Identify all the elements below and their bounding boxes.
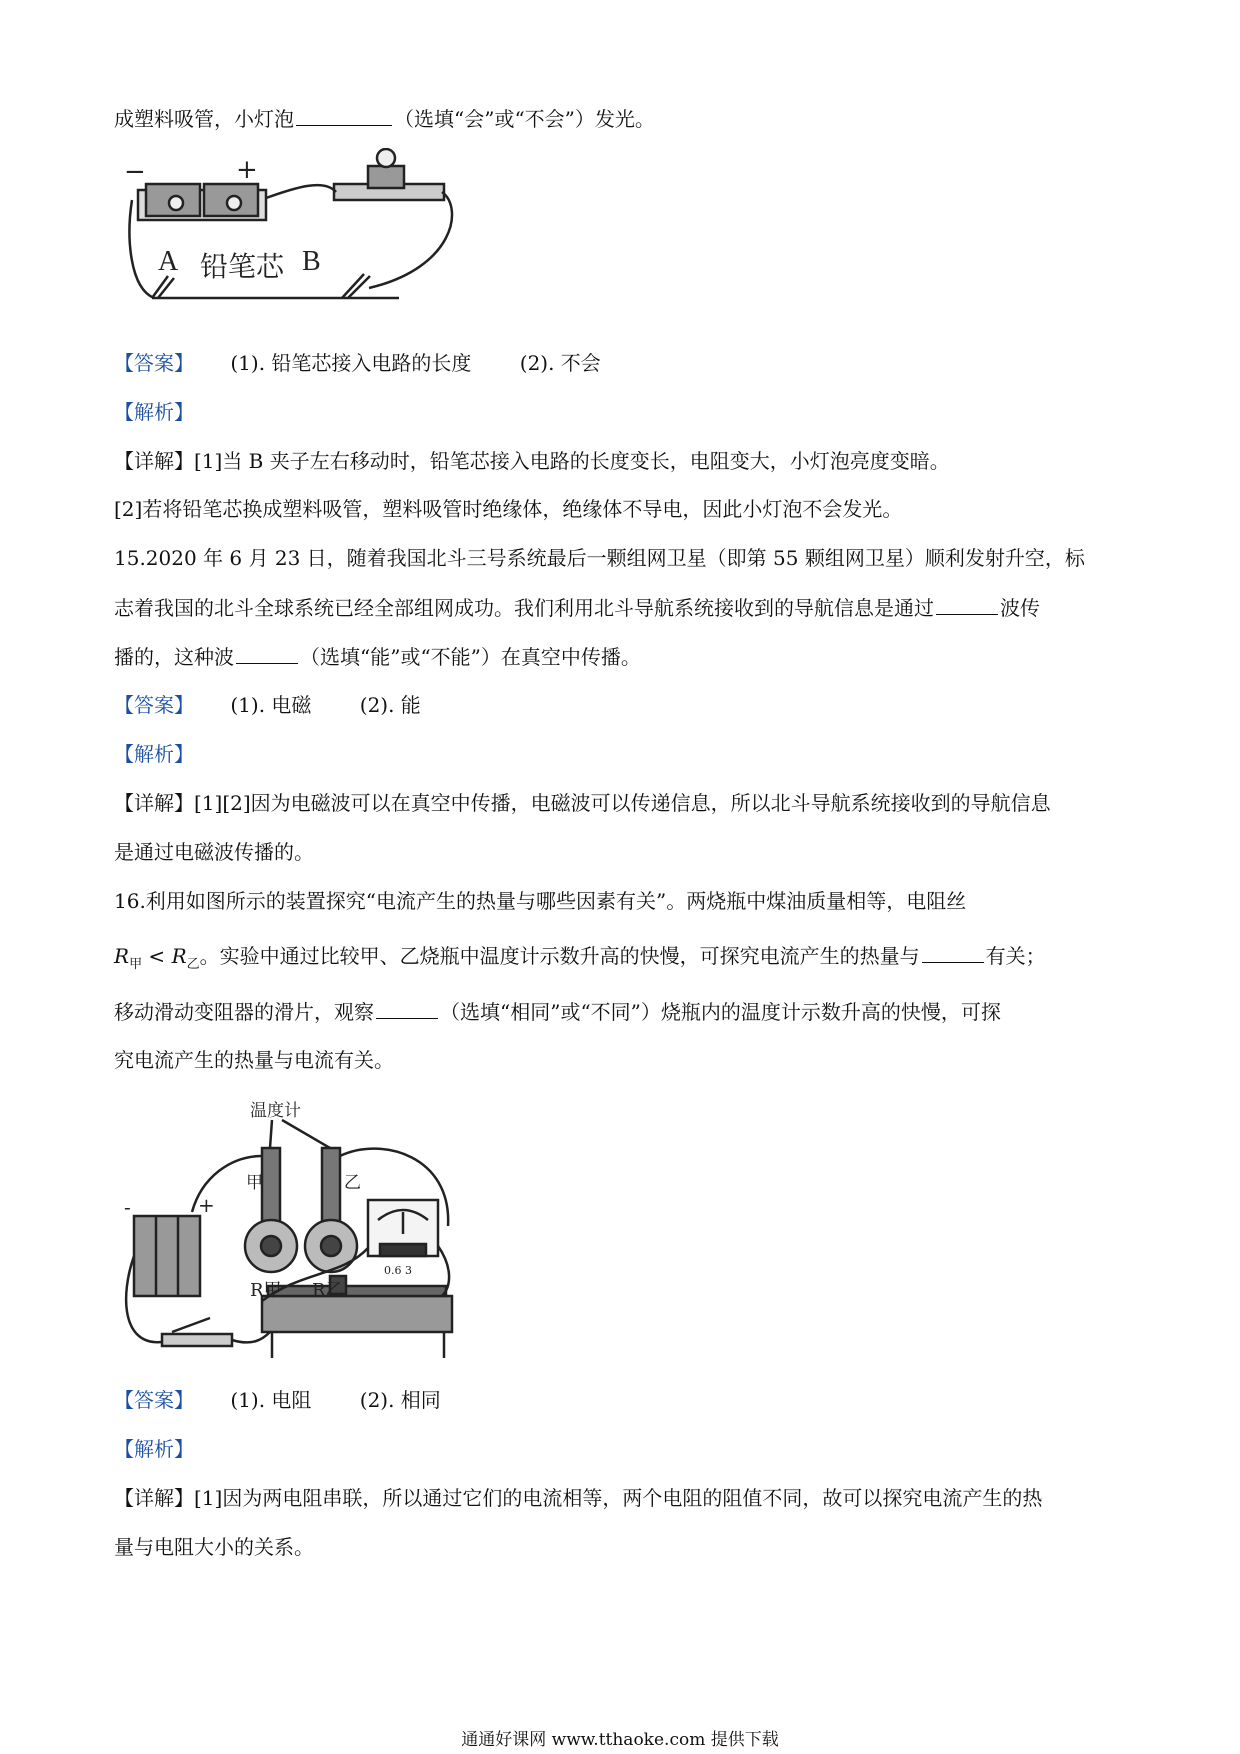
q16-less-than: <	[142, 944, 172, 968]
q14-answer-1: (1). 铅笔芯接入电路的长度	[230, 351, 472, 375]
battery-plus-label: +	[236, 155, 258, 185]
q14-text-before-blank: 成塑料吸管，小灯泡	[114, 107, 294, 131]
q15-blank-2	[236, 641, 298, 664]
q15-blank-1	[936, 592, 998, 615]
q16-analysis-heading	[114, 1434, 194, 1464]
clip-b-label: B	[302, 246, 321, 277]
q14-circuit-figure	[124, 148, 488, 324]
q16-circuit-figure	[122, 1096, 466, 1366]
q16-answer	[114, 1385, 441, 1415]
q14-answer-blank	[296, 103, 392, 126]
q16-line-3-after: （选填“相同”或“不同”）烧瓶内的温度计示数升高的快慢，可探	[440, 1000, 1001, 1024]
q15-line-3-after: （选填“能”或“不能”）在真空中传播。	[300, 645, 641, 669]
q14-question-tail	[114, 103, 655, 134]
analysis-tag: 【解析】	[114, 400, 194, 424]
ammeter-scale-label: 0.6 3	[384, 1264, 412, 1277]
q14-detail-line-2: [2]若将铅笔芯换成塑料吸管，塑料吸管时绝缘体，绝缘体不导电，因此小灯泡不会发光。	[114, 497, 903, 521]
flask-yi-label: 乙	[344, 1173, 361, 1193]
q16-blank-1	[922, 940, 984, 963]
r-yi-label: R乙	[312, 1280, 344, 1301]
q14-detail-line-1	[114, 446, 950, 476]
q15-question-line-2	[114, 592, 1040, 623]
q15-answer	[114, 690, 421, 720]
thermometer-label: 温度计	[250, 1101, 301, 1121]
q15-line-2-before: 志着我国的北斗全球系统已经全部组网成功。我们利用北斗导航系统接收到的导航信息是通过	[114, 596, 934, 620]
page-footer: 通通好课网 www.tthaoke.com 提供下载	[461, 1730, 779, 1750]
q16-question-line-2	[114, 940, 1046, 980]
q16-line-3-before: 移动滑动变阻器的滑片，观察	[114, 1000, 374, 1024]
battery-minus-label: −	[124, 157, 146, 187]
q16-blank-2	[376, 996, 438, 1019]
clip-a-label: A	[158, 246, 179, 277]
q14-answer	[114, 348, 601, 378]
q16-line-2-before: 。实验中通过比较甲、乙烧瓶中温度计示数升高的快慢，可探究电流产生的热量与	[199, 944, 920, 968]
q16-detail-line-1	[114, 1483, 1042, 1513]
pencil-lead-label: 铅笔芯	[200, 250, 285, 283]
analysis-tag: 【解析】	[114, 1437, 194, 1461]
q15-detail-1: [1][2]因为电磁波可以在真空中传播，电磁波可以传递信息，所以北斗导航系统接收到的导航信息	[194, 791, 1051, 815]
detail-tag: 【详解】	[114, 1486, 194, 1510]
q14-detail-1: [1]当 B 夹子左右移动时，铅笔芯接入电路的长度变长，电阻变大，小灯泡亮度变暗。	[194, 449, 950, 473]
q15-question-line-3	[114, 641, 641, 672]
detail-tag: 【详解】	[114, 449, 194, 473]
battery-plus-label: +	[198, 1193, 215, 1217]
q15-line-2-after: 波传	[1000, 596, 1040, 620]
q16-detail-1: [1]因为两电阻串联，所以通过它们的电流相等，两个电阻的阻值不同，故可以探究电流产生的热	[194, 1486, 1043, 1510]
q16-answer-2: (2). 相同	[359, 1388, 441, 1412]
q15-question-line-1: 15.2020 年 6 月 23 日，随着我国北斗三号系统最后一颗组网卫星（即第 55 颗组网卫星）顺利发射升空，标	[114, 546, 1085, 570]
q16-r-symbol-2: R	[171, 944, 187, 968]
battery-minus-label: -	[124, 1195, 131, 1219]
q15-line-3-before: 播的，这种波	[114, 645, 234, 669]
q16-r-symbol: R	[114, 944, 130, 968]
detail-tag: 【详解】	[114, 791, 194, 815]
r-jia-label: R甲	[250, 1280, 282, 1301]
q16-sub-jia: 甲	[129, 957, 143, 972]
q16-answer-1: (1). 电阻	[230, 1388, 312, 1412]
answer-tag: 【答案】	[114, 693, 194, 717]
analysis-tag: 【解析】	[114, 742, 194, 766]
answer-tag: 【答案】	[114, 1388, 194, 1412]
q16-line-2-after: 有关；	[985, 944, 1046, 968]
q16-question-line-4: 究电流产生的热量与电流有关。	[114, 1048, 394, 1072]
q15-analysis-heading	[114, 739, 194, 769]
q15-detail-line-2: 是通过电磁波传播的。	[114, 840, 314, 864]
q14-analysis-heading	[114, 397, 194, 427]
flask-jia-label: 甲	[246, 1173, 263, 1193]
q15-detail-line-1	[114, 788, 1051, 818]
q14-answer-2: (2). 不会	[519, 351, 601, 375]
q16-question-line-1: 16.利用如图所示的装置探究“电流产生的热量与哪些因素有关”。两烧瓶中煤油质量相等，电阻丝	[114, 889, 967, 913]
q16-sub-yi: 乙	[186, 957, 200, 972]
q15-answer-1: (1). 电磁	[230, 693, 312, 717]
q14-text-after-blank: （选填“会”或“不会”）发光。	[394, 107, 655, 131]
q16-detail-line-2: 量与电阻大小的关系。	[114, 1535, 314, 1559]
answer-tag: 【答案】	[114, 351, 194, 375]
q16-question-line-3	[114, 996, 1001, 1027]
q15-answer-2: (2). 能	[359, 693, 421, 717]
